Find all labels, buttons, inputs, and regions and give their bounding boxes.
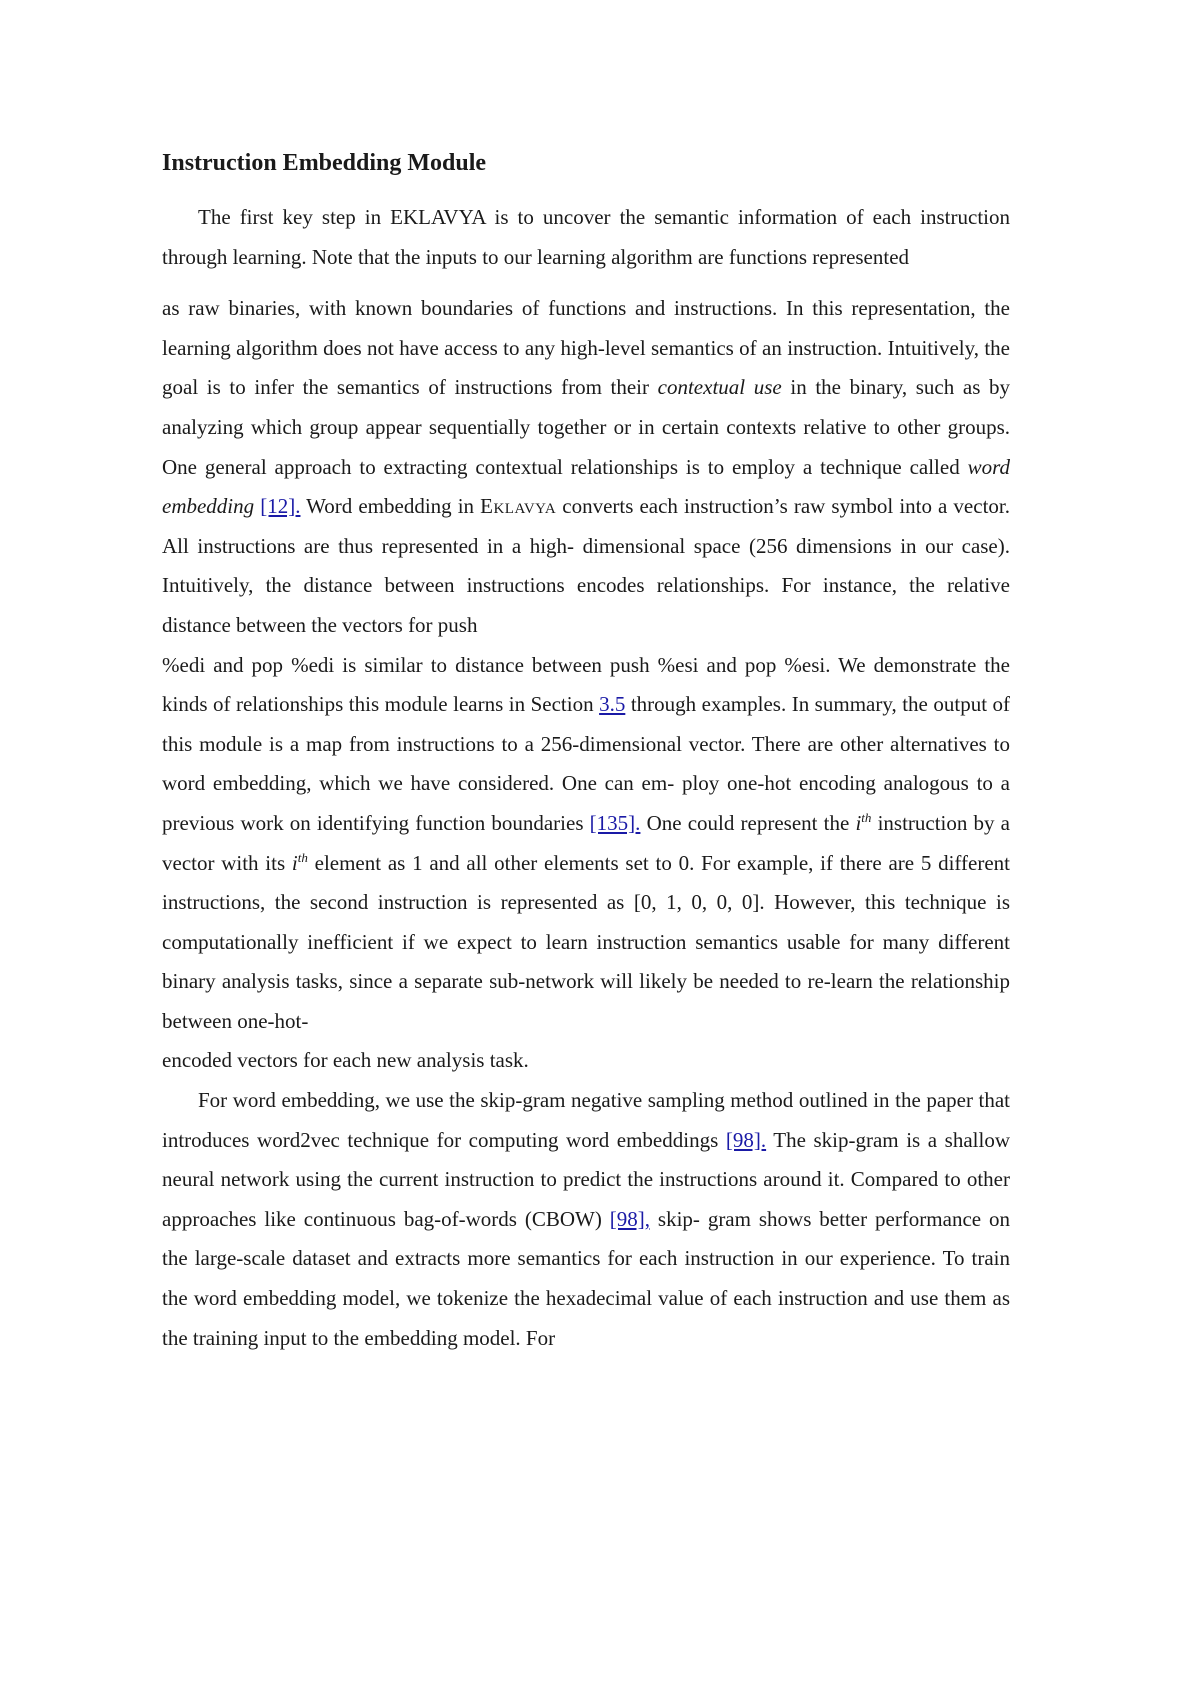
- p2-text-1: as raw binaries, with known boundaries of functions and instructions. In this representation, the learning algorithm does not have access to any high-level semantics of an instruction. Intuitively, the goal is to infer the semantics of instructions from their: [162, 296, 1010, 400]
- citation-12-link[interactable]: [12].: [260, 494, 301, 519]
- paragraph-5: [162, 1081, 1010, 1358]
- eklavya-name: Eklavya: [480, 494, 557, 519]
- citation-135-link[interactable]: [135].: [589, 810, 641, 835]
- section-3-5-link[interactable]: 3.5: [599, 692, 626, 717]
- p3-text-2: through examples. In summary, the output of this module is a map from instructions to a 256-dimensional vector. There are other alternatives to word embedding, which we have considered. One can em- ploy one-hot encoding analogous to a previous work on identifying function boundaries: [162, 692, 1011, 835]
- p5-text-1: For word embedding, we use the skip-gram negative sampling method outlined in the paper that introduces word2vec technique for computing word embeddings: [162, 1088, 1010, 1152]
- th-superscript: th: [861, 809, 872, 825]
- p5-text-3: skip- gram shows better performance on the large-scale dataset and extracts more semantics for each instruction in our experience. To train the word embedding model, we tokenize the hexadecimal value of each instruction and use them as the training input to the embedding model. For: [162, 1206, 1010, 1350]
- document-page: [162, 148, 1010, 1358]
- paragraph-2: [162, 289, 1010, 645]
- word-embedding-emphasis: word embedding: [162, 454, 1010, 519]
- p3-text-1: %edi and pop %edi is similar to distance between push %esi and pop %esi. We demonstrate the kinds of relationships this module learns in Section: [162, 652, 1010, 717]
- p2-text-3: Word embedding in: [306, 494, 475, 519]
- i-symbol: i: [855, 810, 862, 835]
- citation-98-link[interactable]: [98].: [725, 1127, 767, 1152]
- paragraph-4: [162, 1041, 1010, 1081]
- paragraph-1: [162, 198, 1010, 277]
- citation-98-link-2[interactable]: [98],: [609, 1206, 650, 1231]
- paragraph-4-text: encoded vectors for each new analysis task.: [162, 1048, 529, 1073]
- p2-text-2: in the binary, such as by analyzing which group appear sequentially together or in certain contexts relative to other groups. One general approach to extracting contextual relationships is to employ a technique called: [162, 375, 1010, 479]
- paragraph-3: [162, 646, 1010, 1042]
- p3-text-5: element as 1 and all other elements set to 0. For example, if there are 5 different instructions, the second instruction is represented as [0, 1, 0, 0, 0]. However, this technique is computationally inefficient if we expect to learn instruction semantics usable for many different binary analysis tasks, since a separate sub-network will likely be needed to re-learn the relationship between one-hot-: [162, 850, 1010, 1033]
- paragraph-1-text: The first key step in EKLAVYA is to uncover the semantic information of each instruction through learning. Note that the inputs to our learning algorithm are functions represented: [162, 205, 1010, 269]
- p3-text-4: instruction by a vector with its: [162, 810, 1011, 875]
- th-superscript: th: [297, 849, 308, 865]
- p3-text-3: One could represent the: [646, 810, 850, 835]
- section-heading: Instruction Embedding Module: [162, 150, 487, 176]
- contextual-use-emphasis: contextual use: [657, 375, 782, 400]
- p2-text-4: converts each instruction’s raw symbol into a vector. All instructions are thus represented in a high- dimensional space (256 dimensions in our case). Intuitively, the distance between instructions encodes relationships. For instance, the relative distance between the vectors for push: [162, 494, 1010, 637]
- p5-text-2: The skip-gram is a shallow neural network using the current instruction to predict the instructions around it. Compared to other approaches like continuous bag-of-words (CBOW): [162, 1127, 1010, 1231]
- i-symbol: i: [291, 850, 298, 875]
